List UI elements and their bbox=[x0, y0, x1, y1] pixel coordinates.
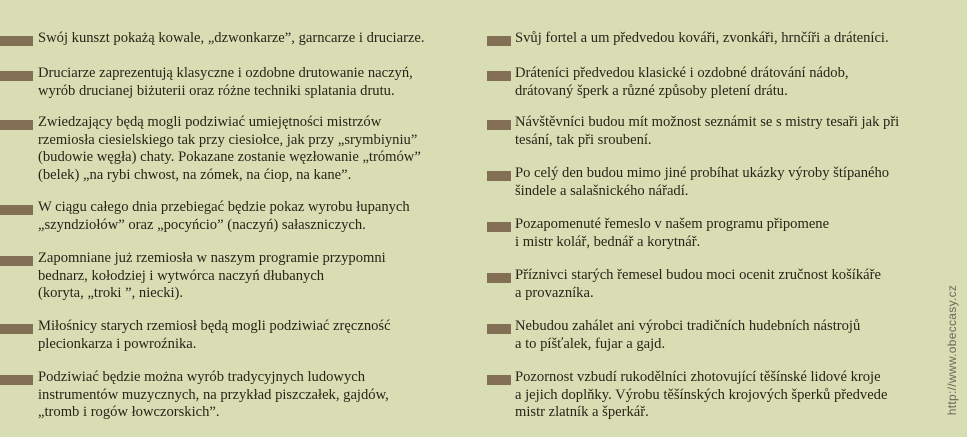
czech-item-text: Příznivci starých řemesel budou moci ocenit zručnost košíkáře a provazníka. bbox=[515, 267, 881, 301]
czech-item-text: Po celý den budou mimo jiné probíhat ukázky výroby štípaného šindele a salašnického nářadí. bbox=[515, 165, 890, 199]
bullet-bar-icon bbox=[0, 205, 33, 215]
bullet-bar-icon bbox=[0, 375, 33, 385]
bullet-bar-icon bbox=[0, 256, 33, 266]
czech-item-3 bbox=[487, 114, 935, 149]
czech-item-text: Pozornost vzbudí rukodělníci zhotovující těšínské lidové kroje a jejich doplňky. Výrobu těšínských krojových šperků předvede mistr zlatník a šperkář. bbox=[515, 369, 888, 420]
czech-item-4 bbox=[487, 165, 935, 200]
czech-item-6 bbox=[487, 267, 935, 302]
bullet-bar-icon bbox=[487, 36, 511, 46]
polish-item-6 bbox=[0, 318, 468, 353]
czech-item-text: Dráteníci předvedou klasické i ozdobné drátování nádob, drátovaný šperk a různé způsoby pletení drátu. bbox=[515, 65, 849, 99]
bullet-bar-icon bbox=[487, 375, 511, 385]
polish-item-text: Druciarze zaprezentują klasyczne i ozdobne drutowanie naczyń, wyrób drucianej biżuterii oraz różne techniki splatania drutu. bbox=[38, 65, 413, 99]
polish-item-text: Swój kunszt pokażą kowale, „dzwonkarze”, garncarze i druciarze. bbox=[38, 30, 425, 46]
bullet-bar-icon bbox=[487, 273, 511, 283]
bullet-bar-icon bbox=[0, 36, 33, 46]
bullet-bar-icon bbox=[487, 171, 511, 181]
bullet-bar-icon bbox=[487, 222, 511, 232]
polish-item-5 bbox=[0, 250, 468, 303]
czech-item-8 bbox=[487, 369, 935, 422]
czech-item-7 bbox=[487, 318, 935, 353]
polish-item-text: Miłośnicy starych rzemiosł będą mogli podziwiać zręczność plecionkarza i powroźnika. bbox=[38, 318, 391, 352]
polish-item-text: Zwiedzający będą mogli podziwiać umiejętności mistrzów rzemiosła ciesielskiego tak przy ciesiołce, jak przy „srymbiyniu” (budowie węgła) chaty. Pokazane zostanie węzłowanie „trómów” (belek) „na rybi chwost, na zómek, na ćiop, na kane”. bbox=[38, 114, 421, 183]
czech-item-text: Nebudou zahálet ani výrobci tradičních hudebních nástrojů a to píšťalek, fujar a gajd. bbox=[515, 318, 861, 352]
czech-item-1 bbox=[487, 30, 935, 48]
polish-item-4 bbox=[0, 199, 468, 234]
czech-item-text: Pozapomenuté řemeslo v našem programu připomene i mistr kolář, bednář a korytnář. bbox=[515, 216, 830, 250]
bullet-bar-icon bbox=[487, 71, 511, 81]
polish-item-text: Podziwiać będzie można wyrób tradycyjnych ludowych instrumentów muzycznych, na przykład piszczałek, gajdów, „tromb i rogów łowczorskich”. bbox=[38, 369, 389, 420]
czech-item-text: Svůj fortel a um předvedou kováři, zvonkáři, hrnčíři a dráteníci. bbox=[515, 30, 889, 46]
bullet-bar-icon bbox=[487, 324, 511, 334]
watermark-text: http://www.obeccasy.cz bbox=[945, 284, 959, 416]
polish-item-text: Zapomniane już rzemiosła w naszym programie przypomni bednarz, kołodziej i wytwórca naczyń dłubanych (koryta, „troki ”, niecki). bbox=[38, 250, 386, 301]
czech-item-text: Návštěvníci budou mít možnost seznámit se s mistry tesaři jak při tesání, tak při sroubení. bbox=[515, 114, 900, 148]
bullet-bar-icon bbox=[0, 71, 33, 81]
bullet-bar-icon bbox=[0, 120, 33, 130]
polish-item-3 bbox=[0, 114, 468, 184]
polish-item-1 bbox=[0, 30, 468, 48]
czech-item-2 bbox=[487, 65, 935, 100]
polish-item-text: W ciągu całego dnia przebiegać będzie pokaz wyrobu łupanych „szyndziołów” oraz „pocyńcio” (naczyń) sałaszniczych. bbox=[38, 199, 410, 233]
source-url-watermark bbox=[941, 270, 963, 430]
polish-item-7 bbox=[0, 369, 468, 422]
polish-item-2 bbox=[0, 65, 468, 100]
bullet-bar-icon bbox=[487, 120, 511, 130]
bullet-bar-icon bbox=[0, 324, 33, 334]
czech-item-5 bbox=[487, 216, 935, 251]
